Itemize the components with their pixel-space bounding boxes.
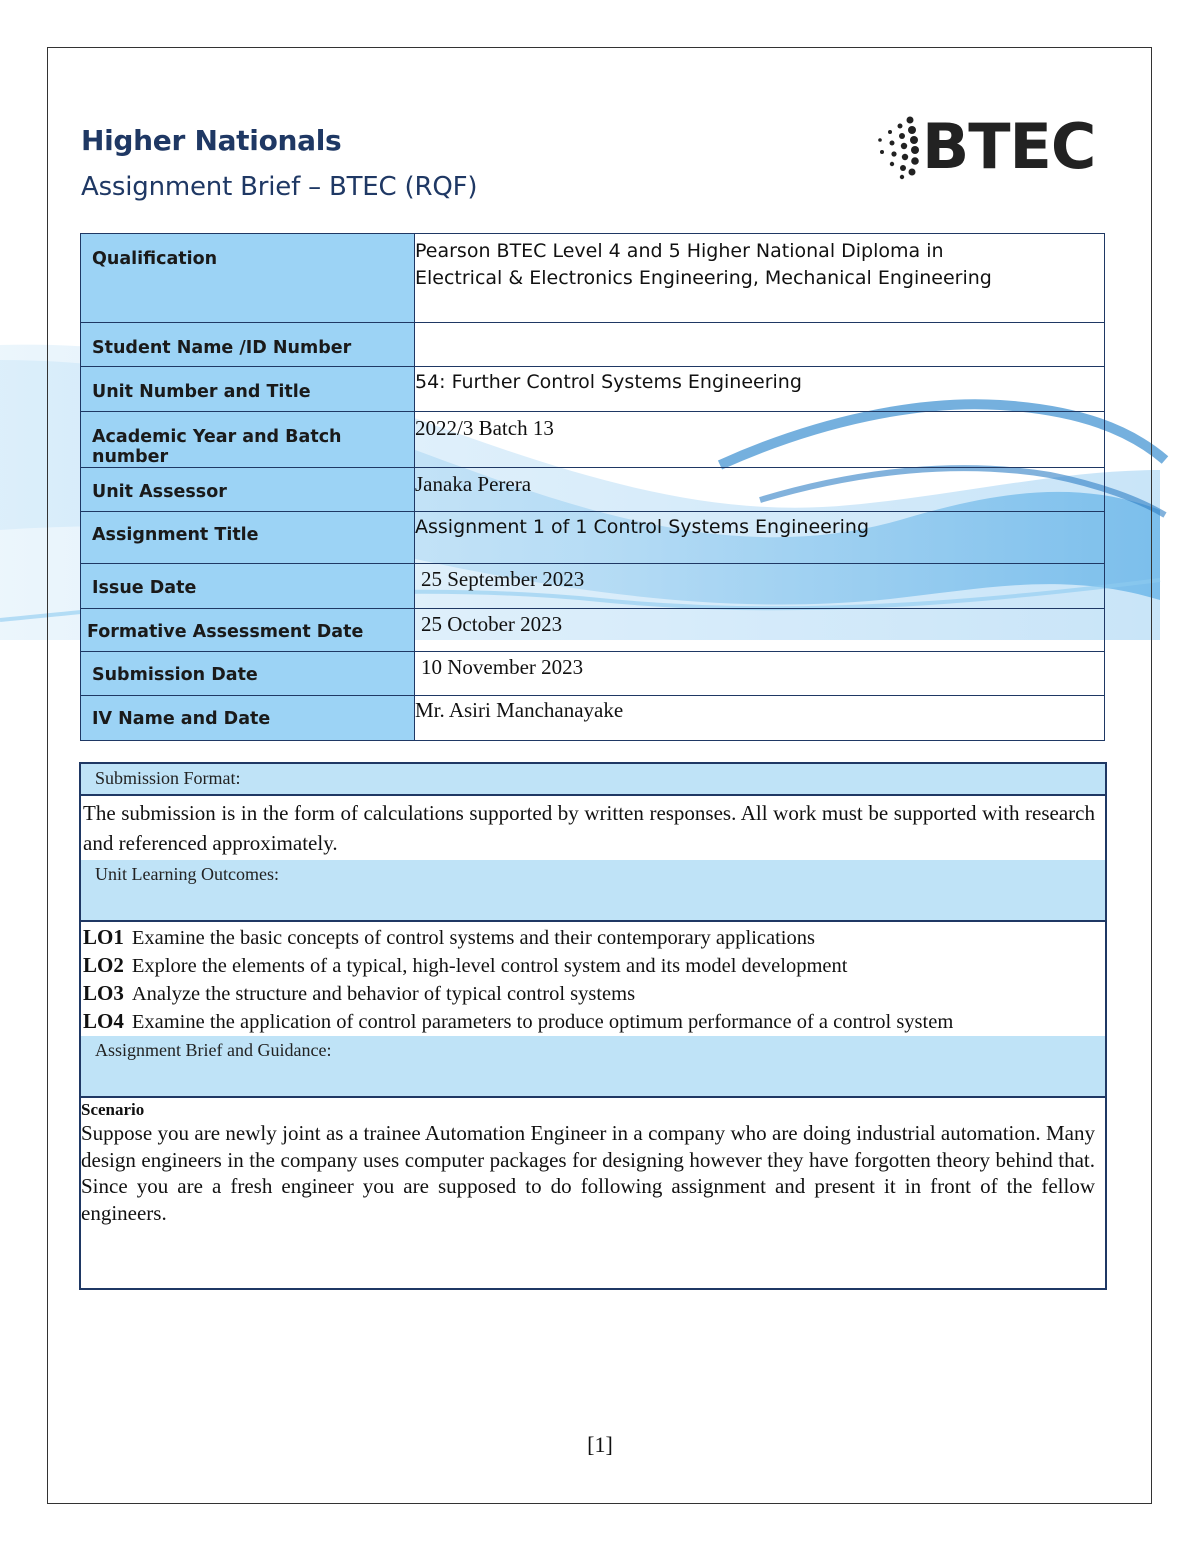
issue-date-value: 25 September 2023: [415, 564, 1105, 609]
student-label: Student Name /ID Number: [81, 323, 415, 367]
assignment-title-label: Assignment Title: [81, 512, 415, 564]
table-row: [81, 412, 1105, 468]
submission-date-value: 10 November 2023: [415, 652, 1105, 696]
list-item: LO3 Analyze the structure and behavior of typical control systems: [83, 981, 636, 1005]
table-row: [81, 696, 1105, 741]
learning-outcomes-heading: Unit Learning Outcomes:: [81, 860, 1105, 920]
learning-outcomes-list: [81, 922, 1105, 1036]
guidance-heading: Assignment Brief and Guidance:: [81, 1036, 1105, 1096]
unit-label: Unit Number and Title: [81, 367, 415, 412]
table-row: [81, 468, 1105, 512]
list-item: LO4 Examine the application of control parameters to produce optimum performance of a control system: [83, 1009, 954, 1033]
table-row: [81, 323, 1105, 367]
table-row: [81, 609, 1105, 652]
scenario-title: Scenario: [81, 1100, 145, 1119]
qualification-value: [415, 234, 1105, 323]
unit-value: 54: Further Control Systems Engineering: [415, 367, 1105, 412]
academic-year-label: Academic Year and Batch number: [81, 412, 415, 468]
document-subtitle: Assignment Brief – BTEC (RQF): [81, 172, 478, 202]
assessor-value: Janaka Perera: [415, 468, 1105, 512]
scenario-section: [81, 1098, 1105, 1288]
assignment-brief-box: [79, 762, 1107, 1290]
issue-date-label: Issue Date: [81, 564, 415, 609]
iv-name-value: Mr. Asiri Manchanayake: [415, 696, 1105, 741]
btec-logo: [872, 112, 1095, 182]
dot-pattern-icon: [872, 112, 920, 182]
academic-year-value: 2022/3 Batch 13: [415, 412, 1105, 468]
table-row: [81, 512, 1105, 564]
student-value[interactable]: [415, 323, 1105, 367]
logo-wordmark: BTEC: [922, 110, 1096, 183]
assignment-title-value: Assignment 1 of 1 Control Systems Engineering: [415, 512, 1105, 564]
assignment-info-table: [80, 233, 1105, 741]
qualification-line-1: Pearson BTEC Level 4 and 5 Higher National Diploma in: [415, 240, 944, 262]
formative-date-value: 25 October 2023: [415, 609, 1105, 652]
list-item: LO2 Explore the elements of a typical, high-level control system and its model development: [83, 953, 848, 977]
table-row: [81, 652, 1105, 696]
submission-format-text: The submission is in the form of calculations supported by written responses. All work must be supported with research and referenced approximately.: [83, 801, 1095, 855]
page-number: [1]: [587, 1432, 613, 1457]
scenario-text: Suppose you are newly joint as a trainee Automation Engineer in a company who are doing industrial automation. Many design engineers in the company uses computer packages for designing however they have forgotten theory behind that. Since you are a fresh engineer you are supposed to do following assignment and present it in front of the fellow engineers.: [81, 1121, 1095, 1225]
formative-date-label: Formative Assessment Date: [81, 609, 415, 652]
submission-format-heading: Submission Format:: [81, 764, 1105, 794]
table-row: [81, 564, 1105, 609]
list-item: LO1 Examine the basic concepts of control systems and their contemporary applications: [83, 925, 815, 949]
iv-name-label: IV Name and Date: [81, 696, 415, 741]
table-row: [81, 367, 1105, 412]
submission-date-label: Submission Date: [81, 652, 415, 696]
qualification-label: Qualification: [81, 234, 415, 323]
document-title: Higher Nationals: [81, 124, 342, 157]
assessor-label: Unit Assessor: [81, 468, 415, 512]
table-row: [81, 234, 1105, 323]
qualification-line-2: Electrical & Electronics Engineering, Mechanical Engineering: [415, 267, 992, 289]
